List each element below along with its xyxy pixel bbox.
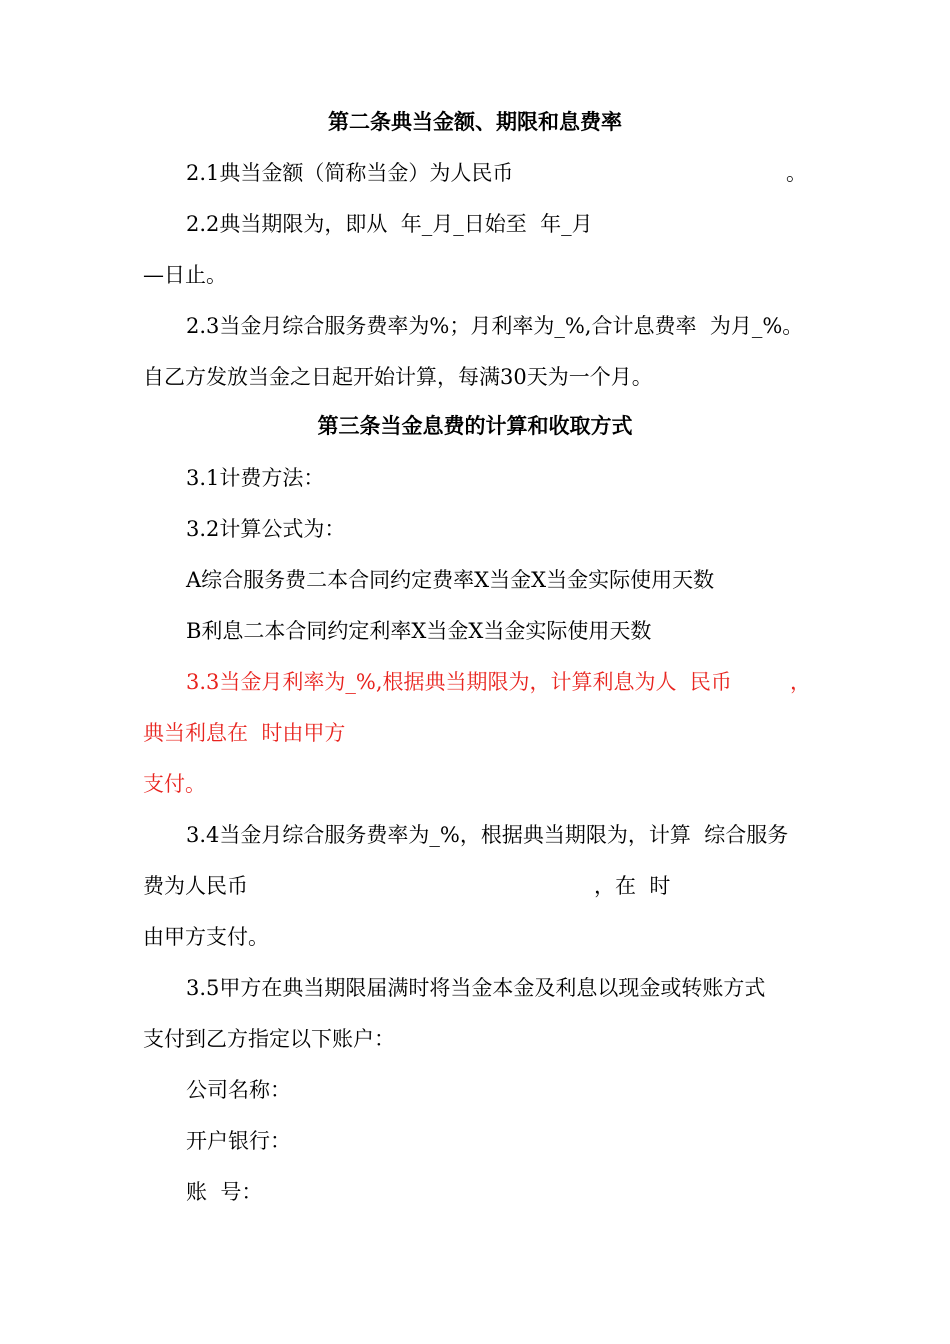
clause-3-5: 3.5甲方在典当期限届满时将当金本金及利息以现金或转账方式: [186, 976, 766, 1000]
formula-a: A综合服务费二本合同约定费率X当金X当金实际使用天数: [186, 568, 715, 592]
clause-2-2: 2.2典当期限为，即从 年_月_日始至 年_月: [186, 212, 593, 236]
formula-b: B利息二本合同约定利率X当金X当金实际使用天数: [186, 619, 652, 643]
clause-2-2-continuation: —日止。: [143, 263, 227, 287]
clause-3-3: 3.3当金月利率为_%,根据典当期限为，计算利息为人 民币: [186, 670, 732, 694]
clause-3-3-continuation: 典当利息在 时由甲方: [143, 721, 346, 745]
article-3-heading: 第三条当金息费的计算和收取方式: [317, 414, 633, 438]
clause-2-1: 2.1典当金额（简称当金）为人民币: [186, 161, 514, 185]
article-2-heading: 第二条典当金额、期限和息费率: [328, 110, 622, 134]
clause-3-5-continuation: 支付到乙方指定以下账户：: [143, 1027, 395, 1051]
clause-3-4: 3.4当金月综合服务费率为_%，根据典当期限为，计算 综合服务: [186, 823, 789, 847]
company-name-label: 公司名称：: [186, 1078, 291, 1102]
clause-3-3-comma: ，: [790, 670, 811, 694]
clause-3-4-continuation-2: 由甲方支付。: [143, 925, 269, 949]
clause-2-3: 2.3当金月综合服务费率为%；月利率为_%,合计息费率 为月_%。: [186, 314, 804, 338]
clause-2-3-continuation: 自乙方发放当金之日起开始计算，每满30天为一个月。: [143, 365, 653, 389]
clause-2-1-end: 。: [786, 161, 807, 185]
clause-3-3-continuation-2: 支付。: [143, 772, 206, 796]
account-label: 账 号：: [186, 1180, 263, 1204]
clause-3-4-continuation: 费为人民币: [143, 874, 248, 898]
clause-3-4-middle: ，在 时: [594, 874, 671, 898]
clause-3-1: 3.1计费方法：: [186, 466, 325, 490]
bank-label: 开户银行：: [186, 1129, 291, 1153]
clause-3-2: 3.2计算公式为：: [186, 517, 346, 541]
